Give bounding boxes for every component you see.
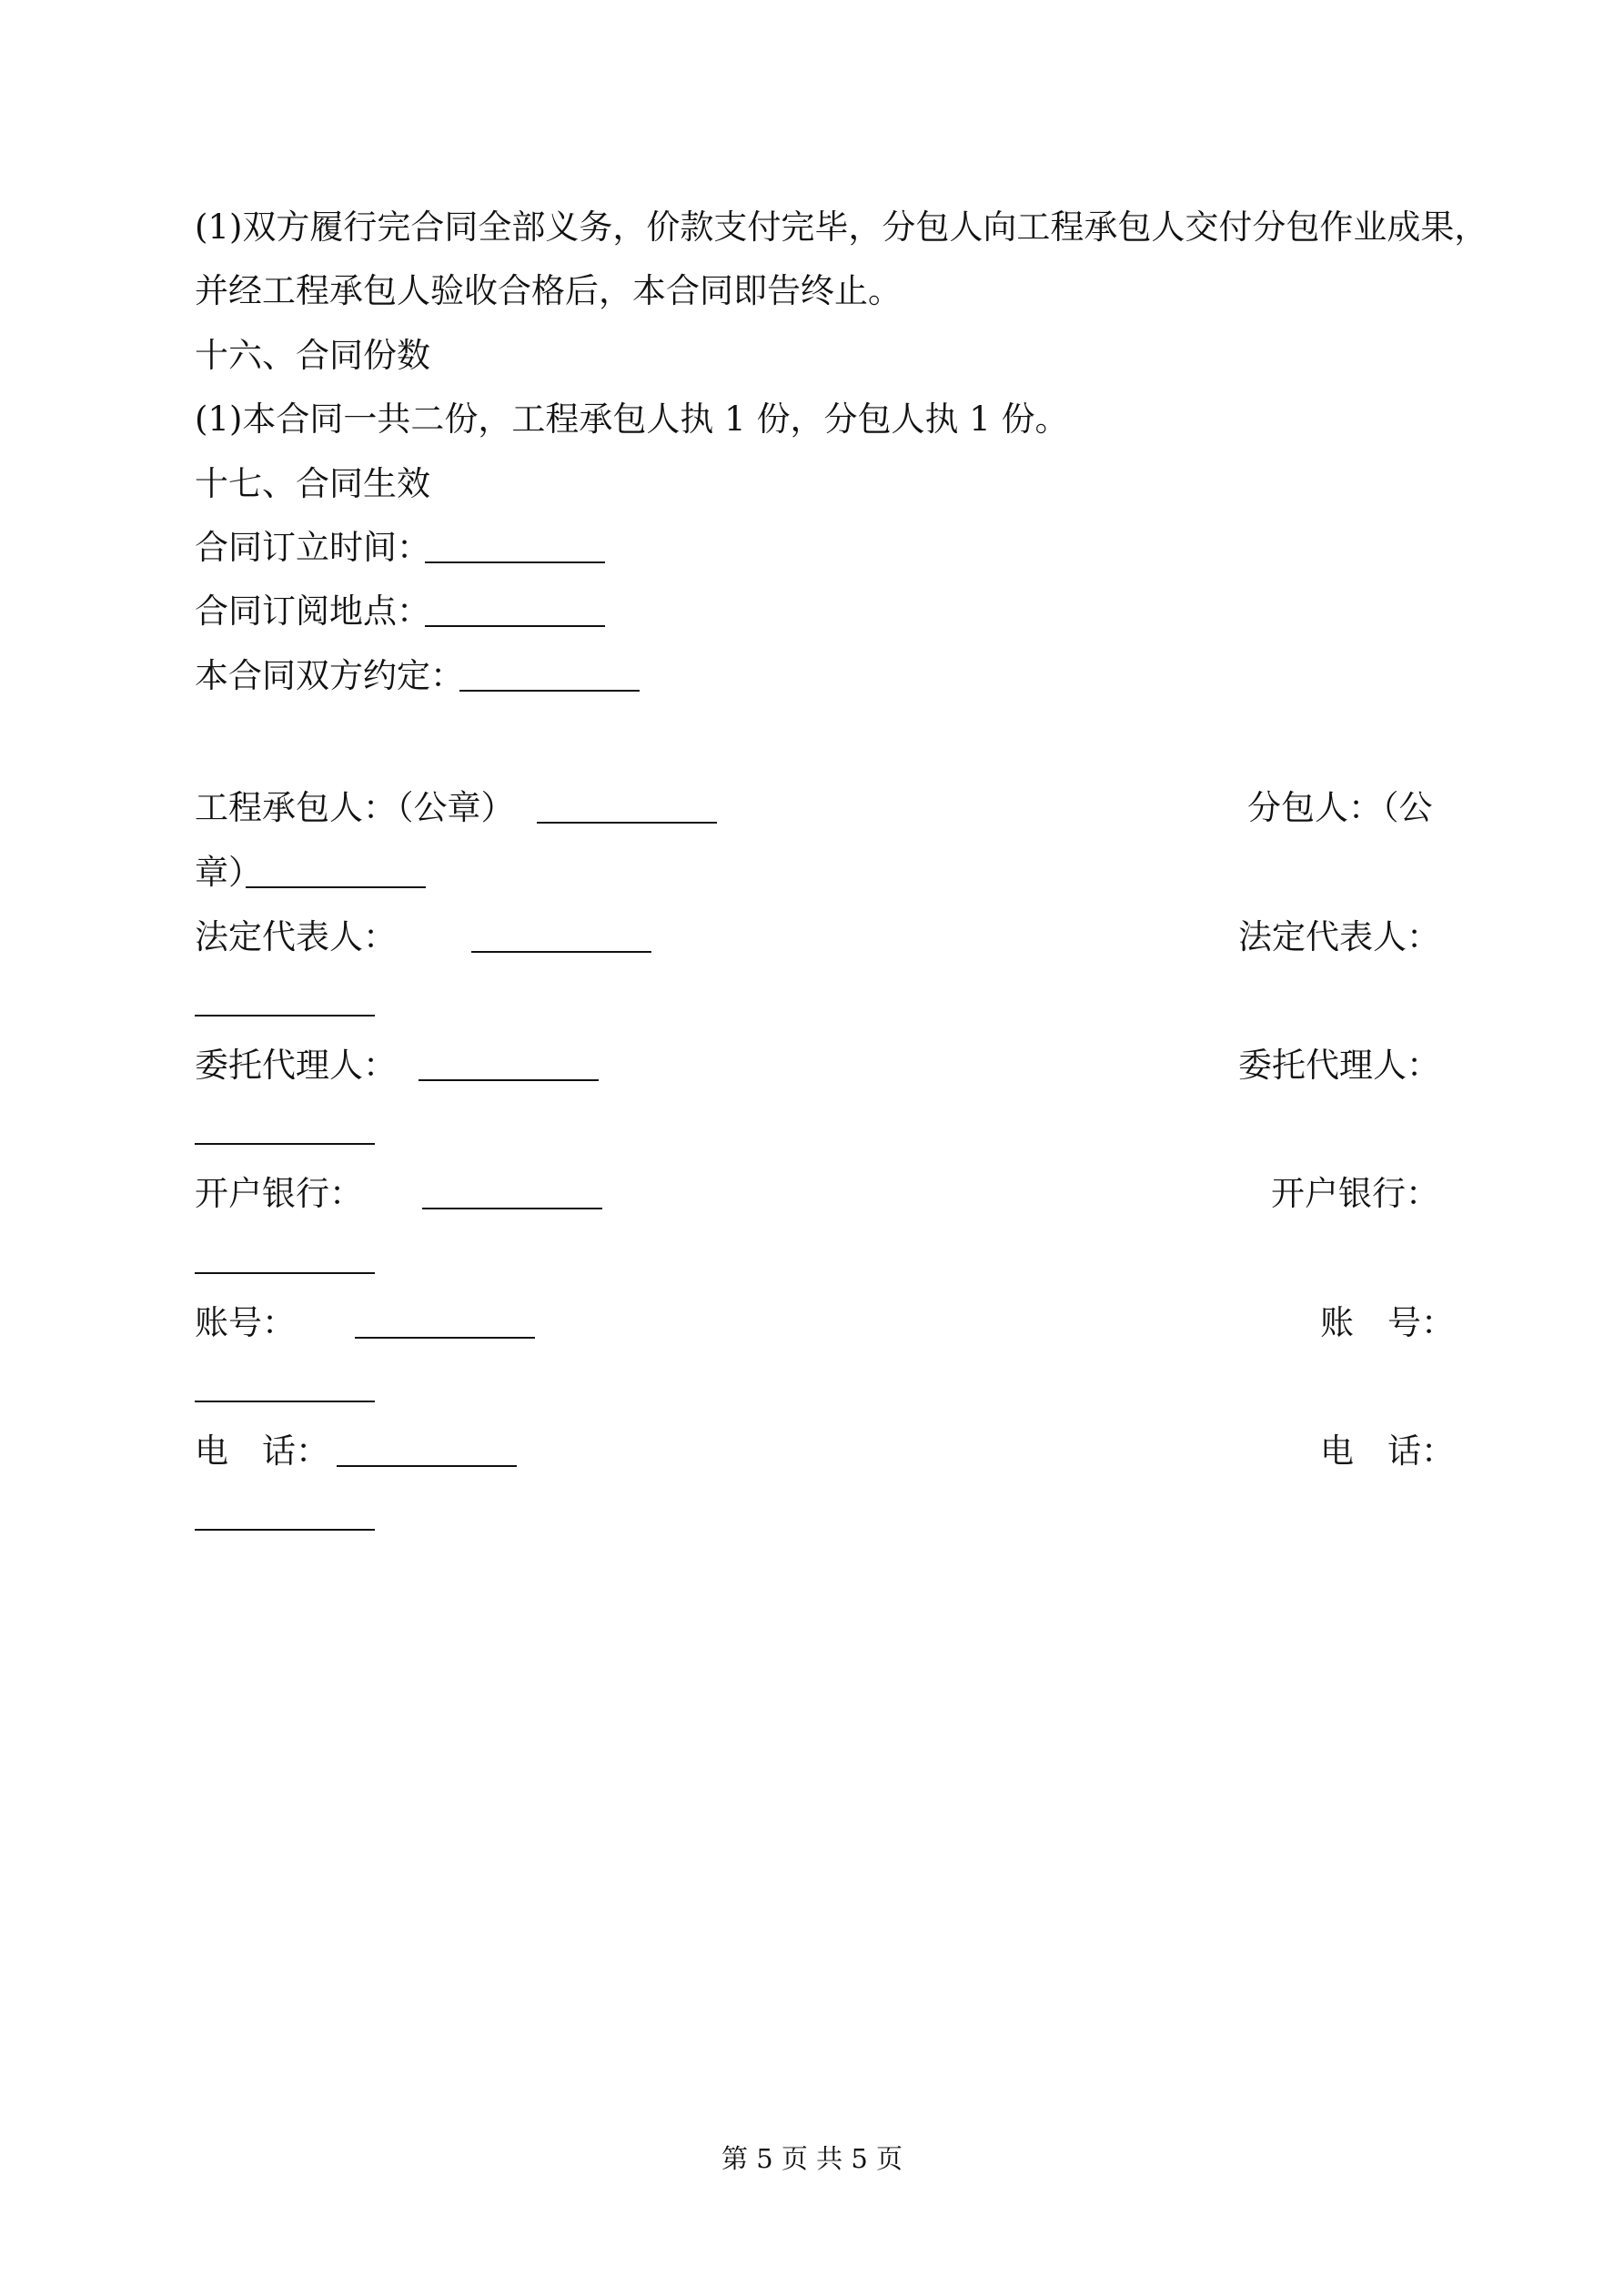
phone-label-left: 电 话： bbox=[195, 1431, 329, 1471]
clause16-heading: 十六、合同份数 bbox=[195, 336, 430, 375]
bank-blank-right[interactable] bbox=[195, 1272, 375, 1274]
clause16-item1: (1)本合同一共二份，工程承包人执 1 份，分包人执 1 份。 bbox=[195, 400, 1069, 439]
account-blank-left[interactable] bbox=[355, 1337, 535, 1339]
subcontractor-seal-label: 分包人：（公 bbox=[1247, 788, 1433, 827]
subcontractor-seal-blank[interactable] bbox=[246, 886, 426, 888]
agent-blank-right[interactable] bbox=[195, 1143, 375, 1145]
signing-place-label: 合同订阅地点： bbox=[195, 592, 430, 631]
agreement-label: 本合同双方约定： bbox=[195, 656, 464, 695]
bank-label-left: 开户银行： bbox=[195, 1174, 363, 1213]
page-number-footer: 第 5 页 共 5 页 bbox=[721, 2143, 903, 2174]
phone-blank-right[interactable] bbox=[195, 1529, 375, 1531]
account-label-right: 账 号： bbox=[1320, 1303, 1455, 1342]
account-label-left: 账号： bbox=[195, 1303, 296, 1342]
subcontractor-seal-label-wrap: 章） bbox=[195, 853, 262, 892]
agent-label-left: 委托代理人： bbox=[195, 1046, 397, 1085]
agent-label-right: 委托代理人： bbox=[1238, 1046, 1440, 1085]
contractor-seal-label: 工程承包人：（公章） bbox=[195, 788, 515, 827]
clause15-item1-line1: (1)双方履行完合同全部义务，价款支付完毕，分包人向工程承包人交付分包作业成果， bbox=[195, 207, 1488, 247]
agreement-blank[interactable] bbox=[459, 690, 640, 692]
legal-rep-label-left: 法定代表人： bbox=[195, 917, 397, 956]
contractor-seal-blank[interactable] bbox=[537, 822, 717, 824]
legal-rep-blank-left[interactable] bbox=[471, 951, 651, 953]
signing-place-blank[interactable] bbox=[425, 625, 605, 627]
phone-label-right: 电 话： bbox=[1320, 1431, 1455, 1471]
bank-label-right: 开户银行： bbox=[1271, 1174, 1439, 1213]
legal-rep-label-right: 法定代表人： bbox=[1238, 917, 1440, 956]
clause15-item1-line2: 并经工程承包人验收合格后，本合同即告终止。 bbox=[195, 271, 902, 310]
agent-blank-left[interactable] bbox=[419, 1079, 599, 1081]
account-blank-right[interactable] bbox=[195, 1401, 375, 1402]
legal-rep-blank-right[interactable] bbox=[195, 1015, 375, 1017]
bank-blank-left[interactable] bbox=[422, 1208, 602, 1209]
signing-time-blank[interactable] bbox=[425, 561, 605, 563]
clause17-heading: 十七、合同生效 bbox=[195, 464, 430, 503]
phone-blank-left[interactable] bbox=[337, 1465, 517, 1467]
signing-time-label: 合同订立时间： bbox=[195, 528, 430, 567]
